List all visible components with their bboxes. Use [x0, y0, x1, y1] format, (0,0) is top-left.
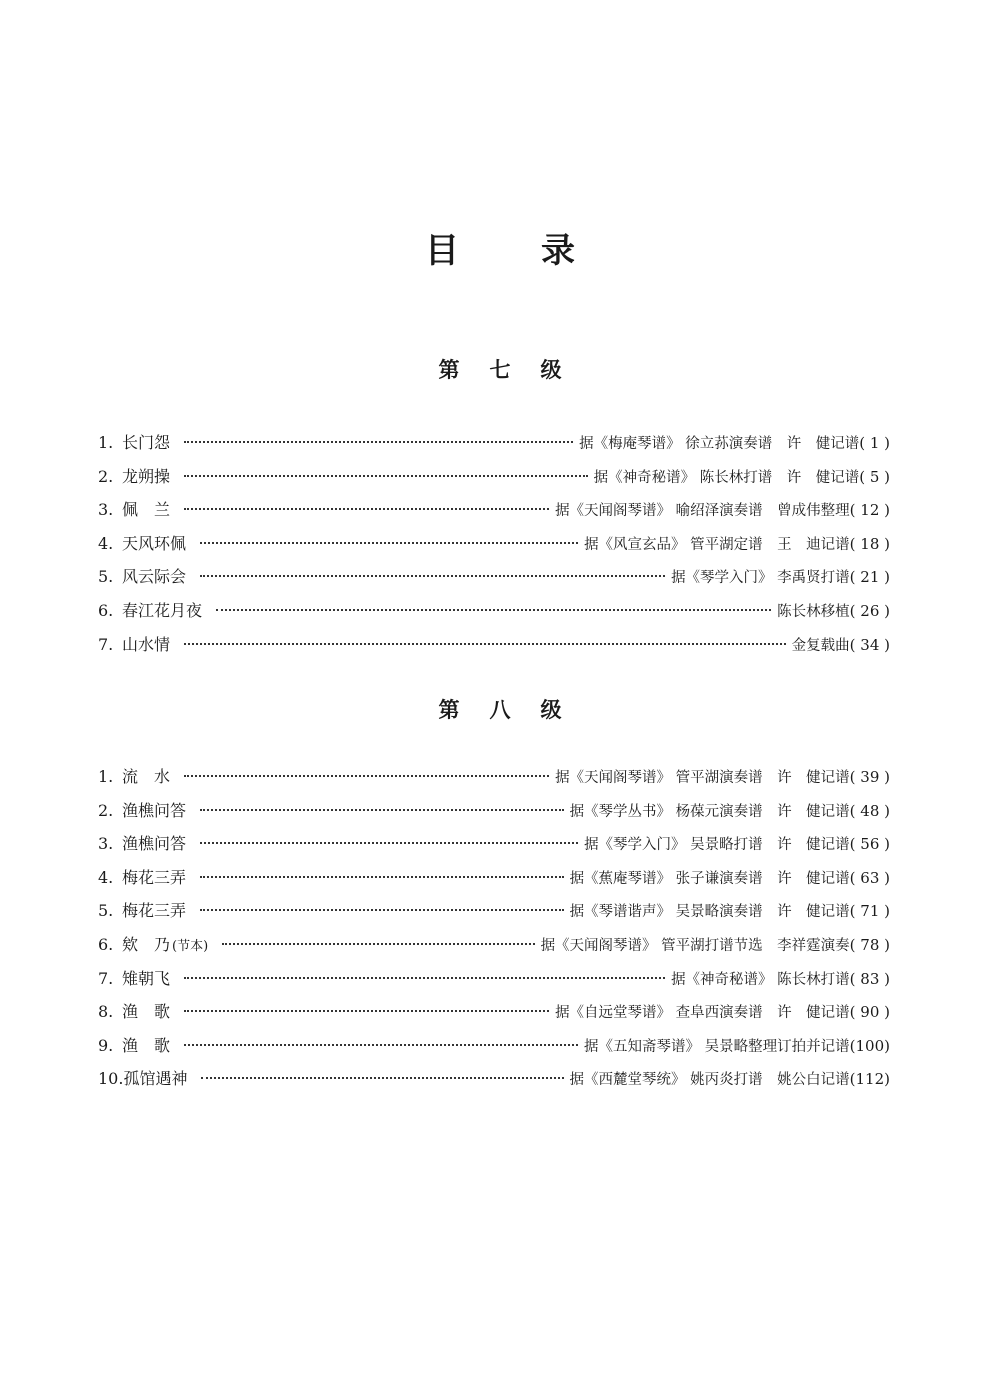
toc-entry-number: 2.: [98, 800, 114, 820]
toc-entry-source: 据《自远堂琴谱》 查阜西演奏谱 许 健记谱: [555, 1005, 850, 1022]
toc-entry-page: ( 1 ): [859, 434, 890, 452]
toc-entry[interactable]: [98, 827, 890, 861]
toc-entry-source: 据《五知斋琴谱》 吴景略整理订拍并记谱: [584, 1038, 850, 1055]
dot-leader: [200, 559, 665, 577]
toc-entry-number: 7.: [98, 968, 114, 988]
toc-entry-source: 据《琴学入门》 吴景略打谱 许 健记谱: [584, 837, 850, 854]
toc-entry-number: 1.: [98, 433, 114, 452]
toc-entry[interactable]: [98, 527, 890, 561]
toc-entry-source: 据《天闻阁琴谱》 管平湖演奏谱 许 健记谱: [555, 770, 850, 786]
toc-entry-source: 据《风宣玄品》 管平湖定谱 王 迪记谱: [584, 536, 850, 553]
dot-leader: [201, 1061, 563, 1079]
toc-entry-note: (节本): [172, 938, 209, 954]
toc-entry-source: 据《梅庵琴谱》 徐立荪演奏谱 许 健记谱: [579, 436, 860, 452]
toc-entry[interactable]: [98, 861, 890, 895]
toc-entry-page: ( 21 ): [849, 568, 890, 587]
toc-entry-number: 5.: [98, 901, 114, 921]
dot-leader: [184, 627, 786, 645]
toc-entry-source: 据《琴学丛书》 杨葆元演奏谱 许 健记谱: [569, 803, 850, 820]
toc-entry-page: ( 78 ): [849, 935, 890, 954]
dot-leader: [184, 459, 588, 477]
toc-entry[interactable]: [98, 962, 890, 996]
toc-entry-title-text: 孤馆遇神: [123, 1069, 188, 1089]
toc-entry-title-text: 渔 歌: [122, 1002, 171, 1022]
toc-entry-title-text: 风云际会: [122, 567, 187, 587]
dot-leader: [184, 759, 549, 777]
toc-entry-page: ( 83 ): [849, 969, 890, 988]
toc-entry-source: 据《神奇秘谱》 陈长林打谱: [671, 971, 850, 988]
dot-leader: [200, 860, 564, 878]
section-heading-level-7: 第七级: [438, 358, 592, 382]
toc-entry-number: 5.: [98, 567, 114, 587]
dot-leader: [184, 492, 549, 510]
toc-entry-number: 2.: [98, 466, 114, 486]
toc-entry-page: ( 39 ): [849, 768, 890, 786]
section-heading-level-8: 第八级: [438, 698, 592, 722]
toc-entry-number: 9.: [98, 1035, 114, 1055]
dot-leader: [216, 593, 771, 611]
toc-entry[interactable]: [98, 628, 890, 662]
toc-entry-page: ( 34 ): [849, 635, 890, 654]
toc-entry[interactable]: [98, 995, 890, 1029]
dot-leader: [200, 826, 578, 844]
dot-leader: [184, 425, 573, 443]
toc-entry[interactable]: [98, 1062, 890, 1096]
toc-entry-title: [122, 493, 170, 527]
toc-entry-source: 据《琴学入门》 李禹贤打谱: [671, 570, 850, 587]
toc-entry-number: 4.: [98, 533, 114, 553]
toc-entry-number: 6.: [98, 600, 114, 620]
toc-entry-title-text: 雉朝飞: [122, 968, 171, 988]
toc-entry-source: 据《天闻阁琴谱》 管平湖打谱节选 李祥霆演奏: [540, 937, 850, 954]
toc-entry[interactable]: [98, 560, 890, 594]
toc-entry-page: ( 48 ): [849, 801, 890, 820]
toc-entry-title: [122, 460, 170, 494]
toc-entry[interactable]: [98, 426, 890, 460]
toc-entry-title: [122, 594, 202, 628]
toc-entry-page: ( 26 ): [849, 601, 890, 620]
toc-list-level-7: [98, 426, 890, 661]
toc-entry-source: 据《琴谱谐声》 吴景略演奏谱 许 健记谱: [569, 904, 850, 921]
toc-entry[interactable]: [98, 1029, 890, 1063]
toc-entry-page: ( 90 ): [849, 1003, 890, 1022]
toc-entry[interactable]: [98, 460, 890, 494]
toc-entry-title: [122, 928, 208, 964]
toc-entry[interactable]: [98, 894, 890, 928]
toc-entry-page: ( 5 ): [859, 467, 890, 486]
toc-entry-page: (100): [849, 1036, 890, 1055]
toc-entry-title: [122, 962, 170, 996]
toc-entry-title: [123, 1062, 187, 1096]
toc-entry-title-text: 欸 乃: [122, 934, 171, 954]
toc-entry-number: 3.: [98, 500, 114, 520]
toc-entry-title-text: 渔樵问答: [122, 834, 187, 854]
toc-entry-title-text: 佩 兰: [122, 500, 171, 520]
toc-entry-title: [122, 560, 186, 594]
toc-entry-source: 陈长林移植: [777, 603, 850, 620]
toc-entry-title: [122, 426, 170, 460]
toc-entry[interactable]: [98, 493, 890, 527]
toc-entry-source: 据《蕉庵琴谱》 张子谦演奏谱 许 健记谱: [569, 870, 850, 887]
toc-entry-page: (112): [849, 1070, 890, 1089]
dot-leader: [184, 994, 549, 1012]
toc-entry-number: 8.: [98, 1002, 114, 1022]
toc-entry-title: [122, 894, 186, 928]
toc-entry[interactable]: [98, 928, 890, 962]
toc-entry-source: 据《西麓堂琴统》 姚丙炎打谱 姚公白记谱: [569, 1072, 850, 1089]
toc-entry-title-text: 梅花三弄: [122, 867, 187, 887]
toc-entry-number: 6.: [98, 934, 114, 954]
toc-entry-title-text: 渔 歌: [122, 1035, 171, 1055]
toc-entry-title-text: 山水情: [122, 634, 171, 654]
toc-entry-title-text: 龙朔操: [122, 466, 171, 486]
toc-entry-title: [122, 827, 186, 861]
toc-entry-page: ( 56 ): [849, 835, 890, 854]
page-title: 目录: [425, 231, 657, 271]
dot-leader: [200, 893, 564, 911]
toc-entry-page: ( 63 ): [849, 868, 890, 887]
toc-list-level-8: [98, 760, 890, 1096]
toc-entry-title: [122, 628, 170, 662]
dot-leader: [200, 793, 564, 811]
toc-entry-number: 1.: [98, 767, 114, 786]
toc-entry-title-text: 长门怨: [122, 433, 171, 452]
dot-leader: [184, 1028, 578, 1046]
toc-entry-source: 据《神奇秘谱》 陈长林打谱 许 健记谱: [593, 469, 860, 486]
toc-entry-number: 7.: [98, 634, 114, 654]
toc-entry-page: ( 12 ): [849, 501, 890, 520]
toc-entry-title-text: 渔樵问答: [122, 800, 187, 820]
toc-entry-number: 3.: [98, 834, 114, 854]
toc-entry-title-text: 天风环佩: [122, 533, 187, 553]
toc-entry-title: [122, 794, 186, 828]
toc-entry-title-text: 流 水: [122, 767, 171, 786]
dot-leader: [200, 526, 578, 544]
toc-entry-title-text: 梅花三弄: [122, 901, 187, 921]
toc-entry-source: 据《天闻阁琴谱》 喻绍泽演奏谱 曾成伟整理: [555, 503, 850, 520]
dot-leader: [222, 927, 534, 945]
toc-entry-title: [122, 861, 186, 895]
toc-entry-title: [122, 995, 170, 1029]
toc-entry-title: [122, 1029, 170, 1063]
toc-entry-title: [122, 760, 170, 794]
toc-entry-title-text: 春江花月夜: [122, 600, 203, 620]
toc-entry[interactable]: [98, 794, 890, 828]
toc-entry-number: 4.: [98, 867, 114, 887]
toc-entry[interactable]: [98, 760, 890, 794]
toc-entry-page: ( 71 ): [849, 902, 890, 921]
toc-entry[interactable]: [98, 594, 890, 628]
toc-entry-page: ( 18 ): [849, 534, 890, 553]
toc-entry-number: 10.: [98, 1069, 124, 1089]
toc-entry-source: 金复载曲: [791, 637, 850, 654]
dot-leader: [184, 961, 665, 979]
toc-entry-title: [122, 527, 186, 561]
